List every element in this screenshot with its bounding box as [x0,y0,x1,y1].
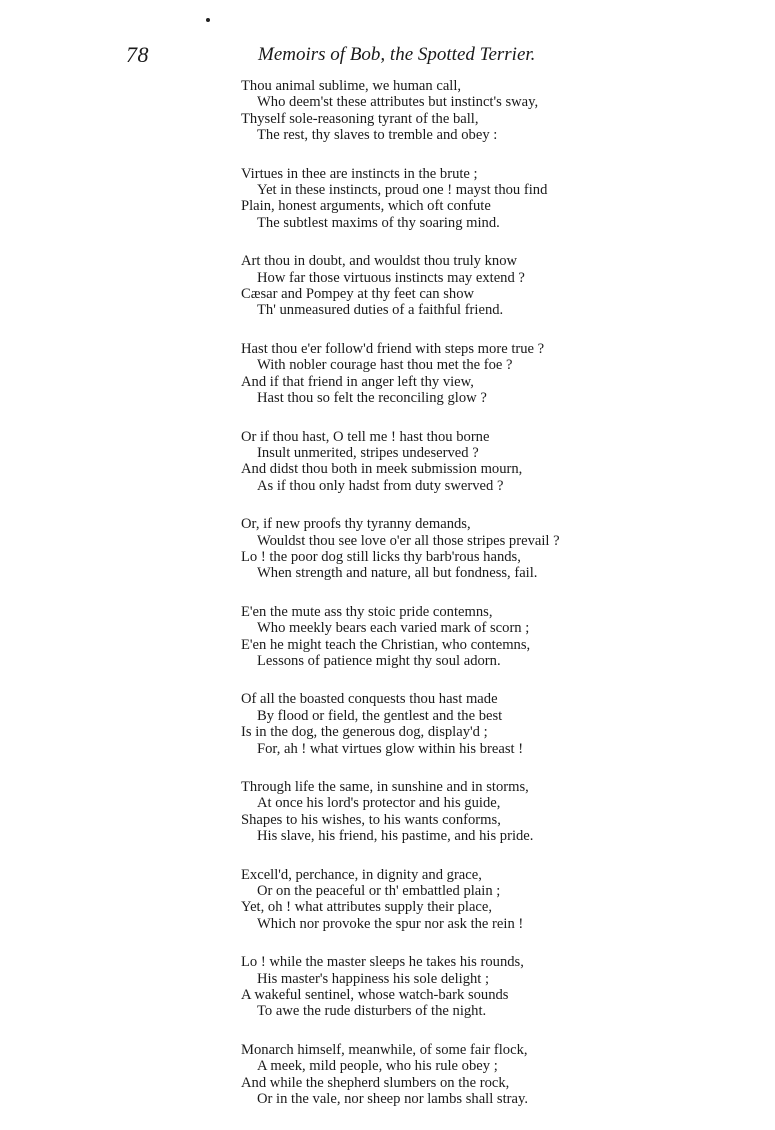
poem-line: How far those virtuous instincts may extend ? [257,269,525,286]
poem-stanza [241,516,621,582]
poem-line: A wakeful sentinel, whose watch-bark sounds [241,987,509,1004]
poem-line: Wouldst thou see love o'er all those stripes prevail ? [257,532,560,549]
poem-line: Yet in these instincts, proud one ! mayst thou find [257,182,548,199]
poem-line: With nobler courage hast thou met the foe ? [257,357,513,374]
poem-line: The rest, thy slaves to tremble and obey : [257,127,498,144]
ink-speck [206,18,210,22]
poem-line: Is in the dog, the generous dog, display'd ; [241,724,488,741]
poem-line: Lo ! the poor dog still licks thy barb'rous hands, [241,548,521,565]
poem-line: E'en he might teach the Christian, who contemns, [241,636,531,653]
poem-stanza [241,166,621,232]
poem-line: And if that friend in anger left thy view, [241,373,474,390]
poem-line: A meek, mild people, who his rule obey ; [257,1058,498,1075]
poem-line: Thyself sole-reasoning tyrant of the ball, [241,110,479,127]
poem-line: Plain, honest arguments, which oft confute [241,198,491,215]
poem-line: By flood or field, the gentlest and the best [257,707,503,724]
poem-line: Hast thou so felt the reconciling glow ? [257,390,487,407]
poem-line: For, ah ! what virtues glow within his breast ! [257,740,524,757]
poem-line: Or, if new proofs thy tyranny demands, [241,516,471,533]
poem-line: Through life the same, in sunshine and in storms, [241,779,529,795]
poem-line: Or if thou hast, O tell me ! hast thou borne [241,428,490,445]
poem-stanza [241,691,621,757]
poem-line: Art thou in doubt, and wouldst thou truly know [241,253,518,270]
poem-line: As if thou only hadst from duty swerved ? [257,477,504,494]
poem-line: To awe the rude disturbers of the night. [257,1003,487,1020]
poem-line: Th' unmeasured duties of a faithful friend. [257,302,504,319]
poem-stanza [241,604,621,670]
poem-line: Who meekly bears each varied mark of scorn ; [257,620,530,637]
poem-line: Virtues in thee are instincts in the brute ; [241,165,478,182]
poem-line: Of all the boasted conquests thou hast made [241,691,498,708]
poem-stanza [241,341,621,407]
poem-line: Which nor provoke the spur nor ask the rein ! [257,915,524,932]
poem-line: Who deem'st these attributes but instinct's sway, [257,94,539,111]
poem-line: When strength and nature, all but fondness, fail. [257,565,538,582]
poem-line: Insult unmerited, stripes undeserved ? [257,444,479,461]
poem-stanza [241,867,621,933]
poem-line: Lessons of patience might thy soul adorn. [257,652,501,669]
poem-stanza [241,779,621,845]
poem-line: At once his lord's protector and his guide, [257,795,501,812]
poem-stanza [241,253,621,319]
poem-line: Hast thou e'er follow'd friend with steps more true ? [241,340,545,357]
poem-line: Shapes to his wishes, to his wants conforms, [241,811,501,828]
poem-line: Excell'd, perchance, in dignity and grace, [241,866,482,883]
poem-stanza [241,78,621,144]
poem-line: And while the shepherd slumbers on the rock, [241,1074,510,1091]
poem-stanza [241,954,621,1020]
poem-line: Or on the peaceful or th' embattled plain ; [257,883,501,900]
poem-line: His slave, his friend, his pastime, and his pride. [257,828,534,845]
poem-line: The subtlest maxims of thy soaring mind. [257,214,500,231]
poem-line: Cæsar and Pompey at thy feet can show [241,286,475,303]
poem-line: His master's happiness his sole delight ; [257,970,490,987]
poem-stanza [241,1042,621,1108]
poem-stanza [241,429,621,495]
page-number: 78 [126,42,149,67]
poem-line: E'en the mute ass thy stoic pride contemns, [241,603,493,620]
poem-body [241,78,621,1130]
poem-line: Thou animal sublime, we human call, [241,78,462,94]
poem-line: And didst thou both in meek submission mourn, [241,461,523,478]
poem-line: Lo ! while the master sleeps he takes his rounds, [241,954,524,971]
poem-line: Yet, oh ! what attributes supply their place, [241,899,493,916]
poem-line: Or in the vale, nor sheep nor lambs shall stray. [257,1091,528,1108]
poem-line: Monarch himself, meanwhile, of some fair flock, [241,1041,528,1058]
running-title: Memoirs of Bob, the Spotted Terrier. [258,44,536,65]
